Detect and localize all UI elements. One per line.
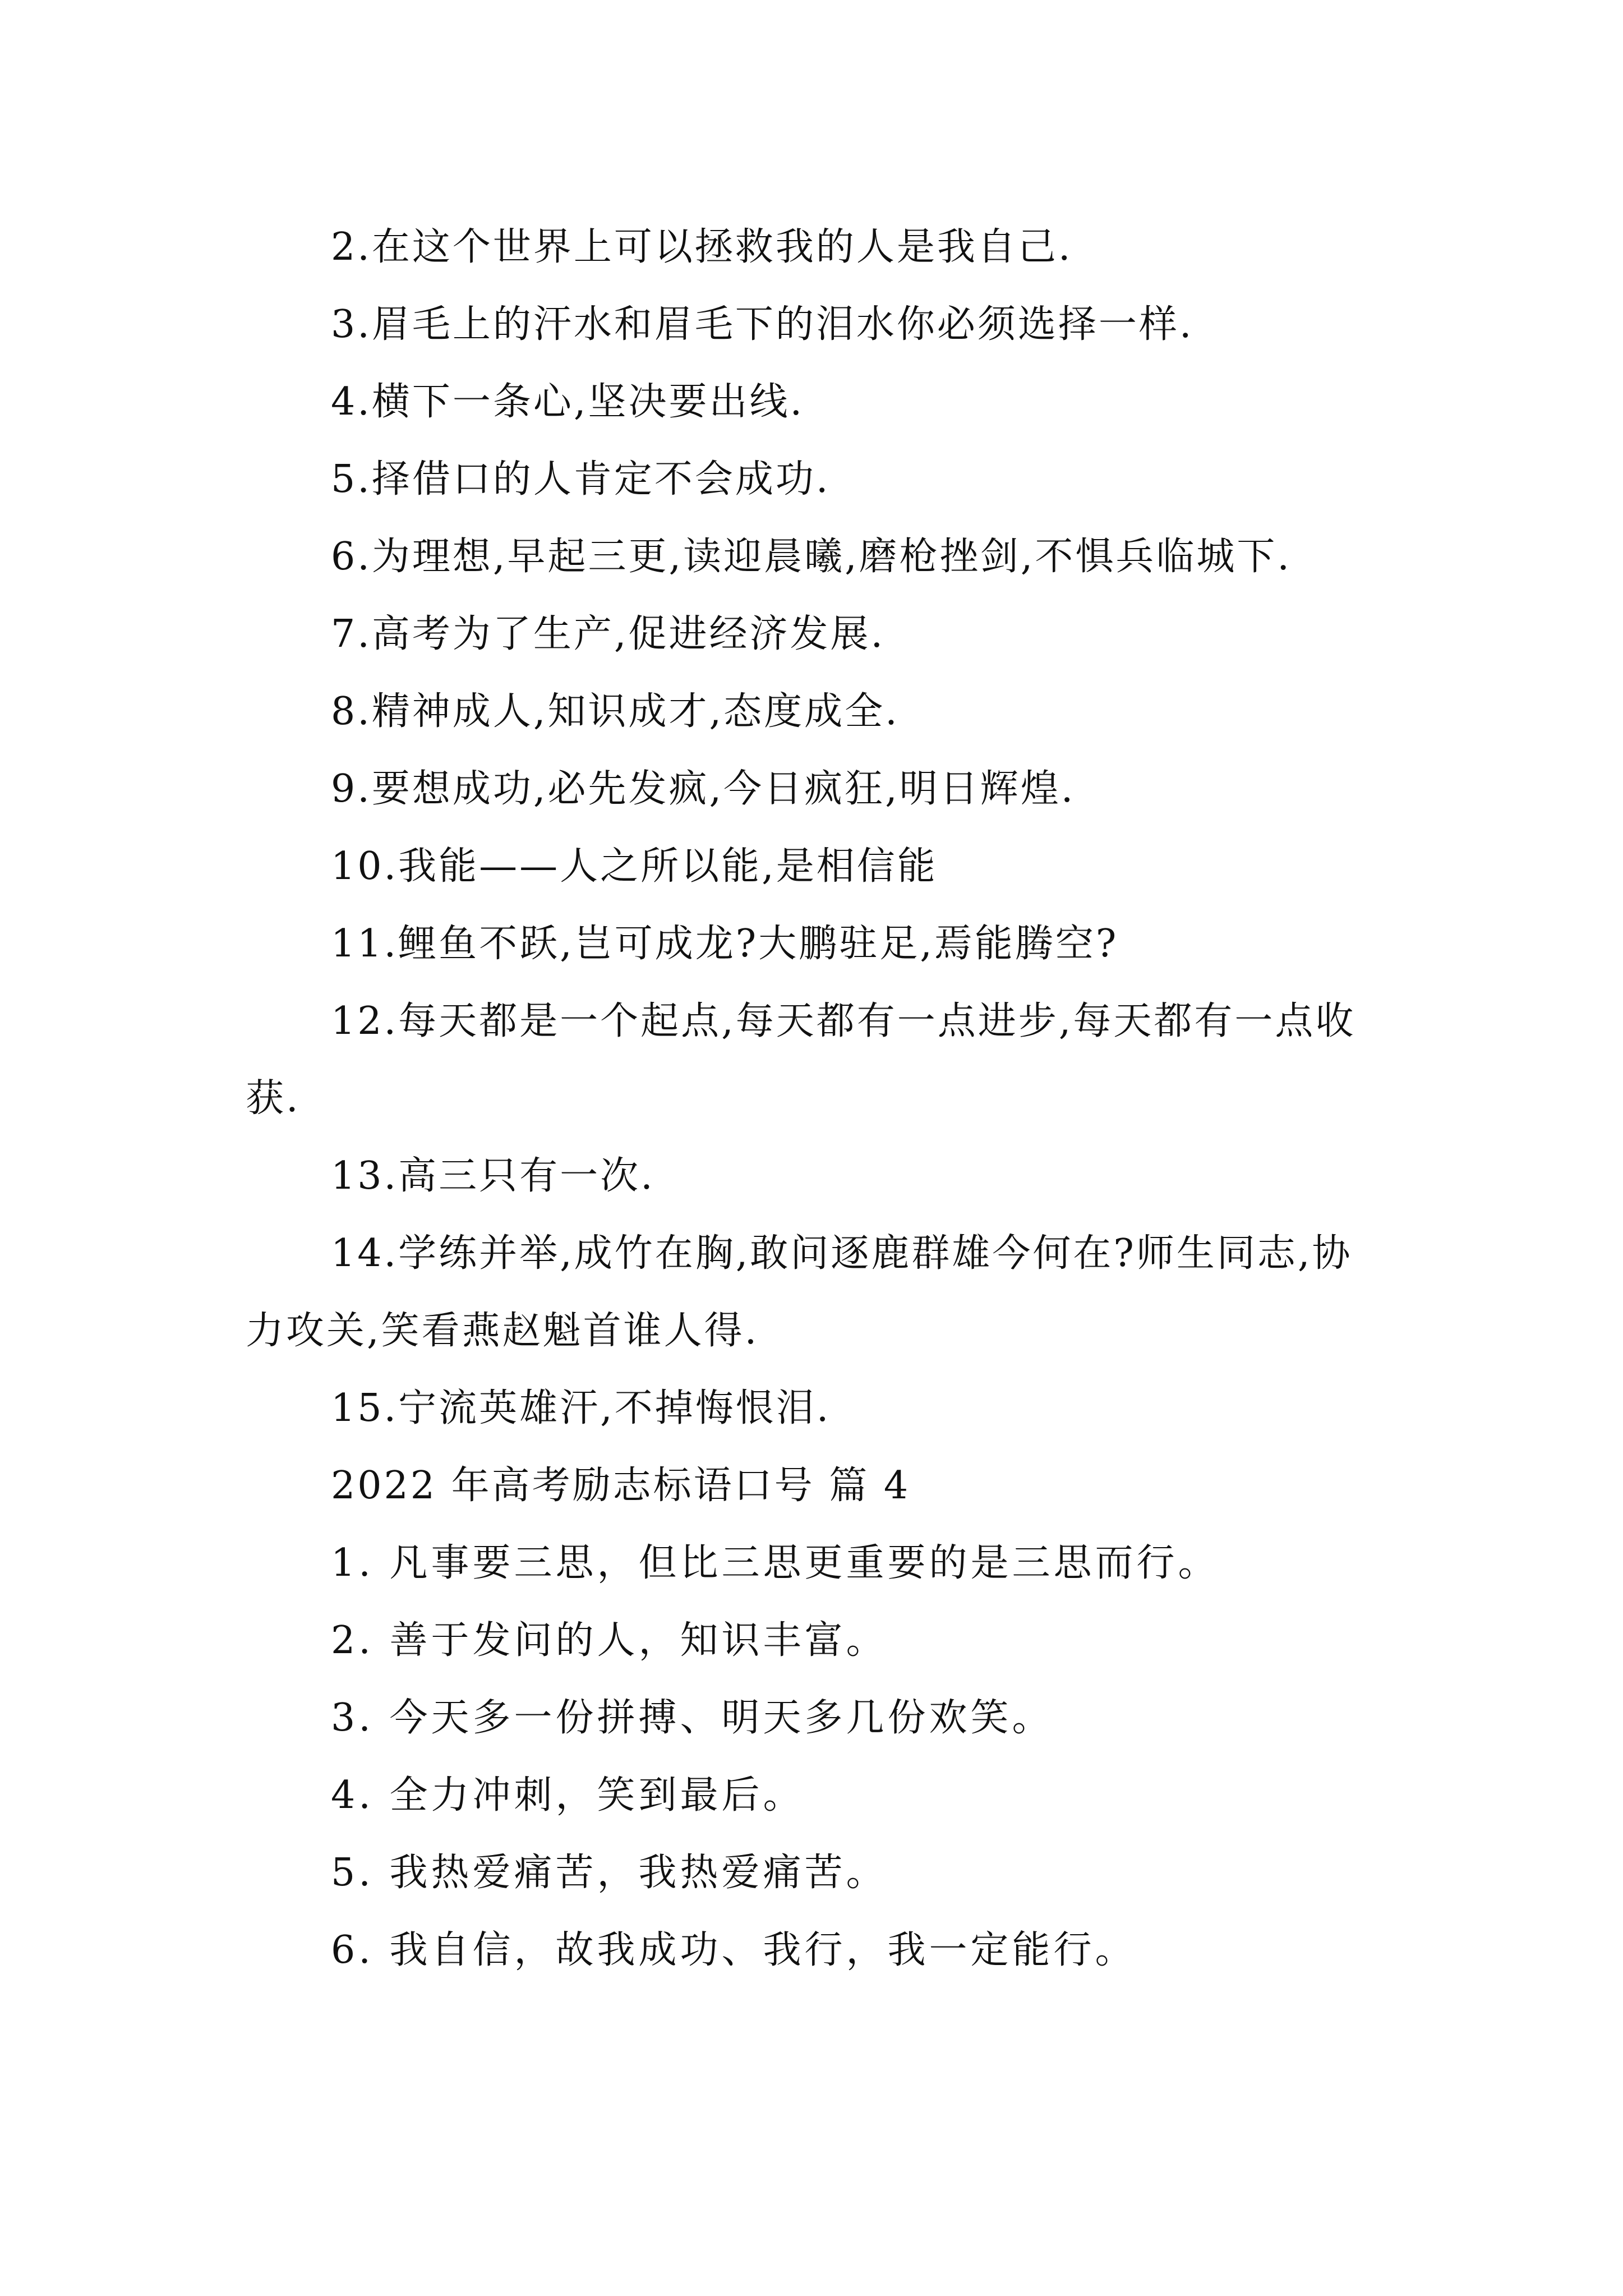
list-item: 12.每天都是一个起点,每天都有一点进步,每天都有一点收获. <box>246 999 1356 1121</box>
list-item: 5.择借口的人肯定不会成功. <box>331 457 831 501</box>
list-item: 6.为理想,早起三更,读迎晨曦,磨枪挫剑,不惧兵临城下. <box>331 535 1292 579</box>
list-item: 8.精神成人,知识成才,态度成全. <box>331 689 900 734</box>
list-item: 11.鲤鱼不跃,岂可成龙?大鹏驻足,焉能腾空? <box>331 922 1119 966</box>
list-item: 2. 善于发问的人，知识丰富。 <box>331 1618 888 1663</box>
list-item: 3. 今天多一份拼搏、明天多几份欢笑。 <box>331 1696 1054 1740</box>
list-item: 13.高三只有一次. <box>331 1154 655 1198</box>
list-item: 7.高考为了生产,促进经济发展. <box>331 612 886 656</box>
list-item: 4. 全力冲刺，笑到最后。 <box>331 1773 805 1818</box>
list-item: 3.眉毛上的汗水和眉毛下的泪水你必须选择一样. <box>331 302 1194 347</box>
section-heading: 2022 年高考励志标语口号 篇 4 <box>331 1464 911 1508</box>
list-item: 14.学练并举,成竹在胸,敢问逐鹿群雄今何在?师生同志,协力攻关,笑看燕赵魁首谁人得. <box>246 1231 1353 1353</box>
document-body <box>246 209 1390 1989</box>
list-item: 1. 凡事要三思，但比三思更重要的是三思而行。 <box>331 1541 1220 1585</box>
list-item: 10.我能——人之所以能,是相信能 <box>331 844 938 889</box>
list-item: 6. 我自信，故我成功、我行，我一定能行。 <box>331 1928 1137 1972</box>
list-item: 2.在这个世界上可以拯救我的人是我自己. <box>331 225 1073 269</box>
list-item: 9.要想成功,必先发疯,今日疯狂,明日辉煌. <box>331 767 1076 811</box>
list-item: 15.宁流英雄汗,不掉悔恨泪. <box>331 1386 831 1430</box>
list-item: 5. 我热爱痛苦，我热爱痛苦。 <box>331 1851 888 1895</box>
list-item: 4.横下一条心,坚决要出线. <box>331 380 805 424</box>
